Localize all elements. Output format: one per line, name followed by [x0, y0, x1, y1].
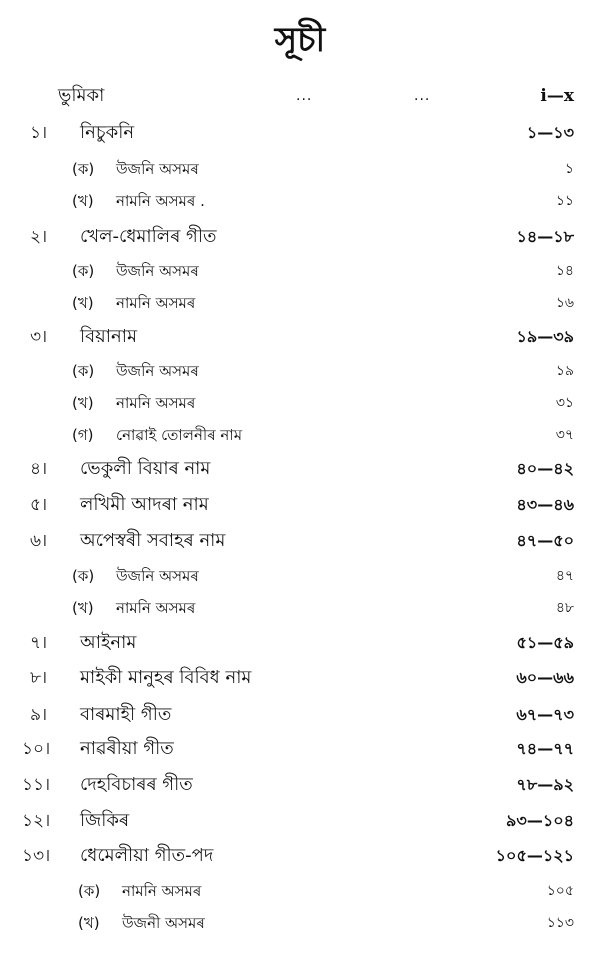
toc-chapter-row [0, 490, 600, 520]
chapter-title: অপেস্বৰী সবাহৰ নাম [80, 530, 226, 551]
chapter-title: জিকিৰ [80, 810, 130, 831]
chapter-number: ১। [30, 123, 48, 143]
sub-title: উজনী অসমৰ [122, 914, 205, 932]
chapter-number: ১৩। [22, 846, 51, 866]
sub-page: ১৪ [555, 263, 574, 279]
toc-sub-row [0, 561, 600, 591]
sub-mark: (ক) [72, 567, 95, 585]
sub-title: নামনি অসমৰ [116, 599, 196, 617]
toc-sub-row [0, 593, 600, 623]
toc-sub-row [0, 186, 600, 216]
sub-title: নামনি অসমৰ [116, 394, 196, 412]
page-title: সূচী [274, 20, 326, 60]
toc-chapter-row [0, 526, 600, 556]
toc-chapter-row [0, 806, 600, 836]
chapter-number: ৯। [30, 705, 48, 725]
chapter-title: খেল-ধেমালিৰ গীত [80, 226, 217, 247]
toc-chapter-row [0, 841, 600, 871]
chapter-number: ৭। [30, 633, 48, 653]
toc-intro-row [0, 81, 600, 111]
sub-mark: (খ) [72, 192, 94, 210]
sub-title: নামনি অসমৰ [122, 882, 202, 900]
sub-mark: (ক) [72, 262, 95, 280]
sub-mark: (খ) [72, 294, 94, 312]
intro-pages: i—x [540, 86, 574, 106]
chapter-pages: ৪৩—৪৬ [516, 495, 574, 514]
chapter-number: ৮। [30, 668, 48, 688]
chapter-title: দেহবিচাৰৰ গীত [80, 774, 193, 795]
sub-title: উজনি অসমৰ [116, 567, 199, 585]
sub-mark: (খ) [72, 394, 94, 412]
sub-page: ৩১ [555, 395, 574, 411]
toc-chapter-row [0, 663, 600, 693]
sub-page: ১১৩ [546, 915, 574, 931]
sub-title: নামনি অসমৰ . [116, 192, 205, 210]
intro-label: ভুমিকা [58, 85, 105, 106]
chapter-pages: ১৯—৩৯ [516, 327, 574, 346]
chapter-pages: ১০৫—১২১ [495, 846, 574, 865]
sub-title: নামনি অসমৰ [116, 294, 196, 312]
toc-sub-row [0, 356, 600, 386]
sub-mark: (খ) [78, 914, 100, 932]
toc-chapter-row [0, 322, 600, 352]
chapter-pages: ৭৮—৯২ [516, 775, 574, 794]
chapter-pages: ১—১৩ [526, 123, 574, 142]
toc-chapter-row [0, 454, 600, 484]
chapter-pages: ৪৭—৫০ [516, 531, 574, 550]
toc-sub-row [0, 388, 600, 418]
chapter-number: ২। [30, 227, 48, 247]
chapter-pages: ৯৩—১০৪ [506, 811, 574, 830]
sub-title: উজনি অসমৰ [116, 262, 199, 280]
toc-sub-row [0, 154, 600, 184]
chapter-number: ৬। [30, 531, 48, 551]
toc-chapter-row [0, 700, 600, 730]
sub-mark: (খ) [72, 599, 94, 617]
chapter-title: ভেকুলী বিয়াৰ নাম [80, 458, 211, 479]
chapter-title: নিচুকনি [80, 122, 135, 143]
toc-sub-row [0, 288, 600, 318]
chapter-number: ৪। [30, 459, 48, 479]
chapter-number: ১২। [22, 811, 51, 831]
toc-sub-row [0, 876, 600, 906]
sub-title: উজনি অসমৰ [116, 362, 199, 380]
sub-page: ৪৮ [555, 600, 574, 616]
chapter-pages: ৬০—৬৬ [516, 668, 574, 687]
chapter-number: ৩। [30, 327, 48, 347]
chapter-pages: ৬৭—৭৩ [516, 705, 574, 724]
intro-dots-1: ... [296, 88, 313, 104]
toc-sub-row [0, 256, 600, 286]
chapter-number: ৫। [30, 495, 48, 515]
sub-mark: (ক) [78, 882, 101, 900]
sub-page: ১৬ [555, 295, 574, 311]
chapter-title: লখিমী আদৰা নাম [80, 494, 209, 515]
sub-mark: (গ) [72, 426, 94, 444]
sub-title: উজনি অসমৰ [116, 160, 199, 178]
toc-chapter-row [0, 770, 600, 800]
sub-page: ১৯ [555, 363, 574, 379]
chapter-title: ধেমেলীয়া গীত-পদ [80, 845, 214, 866]
chapter-number: ১০। [22, 739, 51, 759]
sub-page: ১০৫ [546, 883, 574, 899]
sub-title: নোৱাই তোলনীৰ নাম [116, 426, 243, 444]
sub-page: ১ [564, 161, 574, 177]
toc-sub-row [0, 908, 600, 938]
chapter-pages: ৪০—৪২ [516, 459, 574, 478]
toc-chapter-row [0, 734, 600, 764]
toc-chapter-row [0, 118, 600, 148]
chapter-title: নাৱৰীয়া গীত [80, 738, 174, 759]
chapter-title: আইনাম [80, 632, 137, 653]
chapter-title: বাৰমাহী গীত [80, 704, 172, 725]
sub-mark: (ক) [72, 160, 95, 178]
chapter-title: মাইকী মানুহৰ বিবিধ নাম [80, 667, 252, 688]
sub-mark: (ক) [72, 362, 95, 380]
sub-page: ১১ [555, 193, 574, 209]
chapter-pages: ৫১—৫৯ [516, 633, 574, 652]
chapter-title: বিয়ানাম [80, 326, 137, 347]
chapter-pages: ১৪—১৮ [516, 227, 574, 246]
chapter-pages: ৭৪—৭৭ [516, 739, 574, 758]
chapter-number: ১১। [22, 775, 51, 795]
sub-page: ৩৭ [555, 427, 574, 443]
toc-chapter-row [0, 222, 600, 252]
intro-dots-2: ... [414, 88, 431, 104]
sub-page: ৪৭ [555, 568, 574, 584]
toc-sub-row [0, 420, 600, 450]
toc-chapter-row [0, 628, 600, 658]
